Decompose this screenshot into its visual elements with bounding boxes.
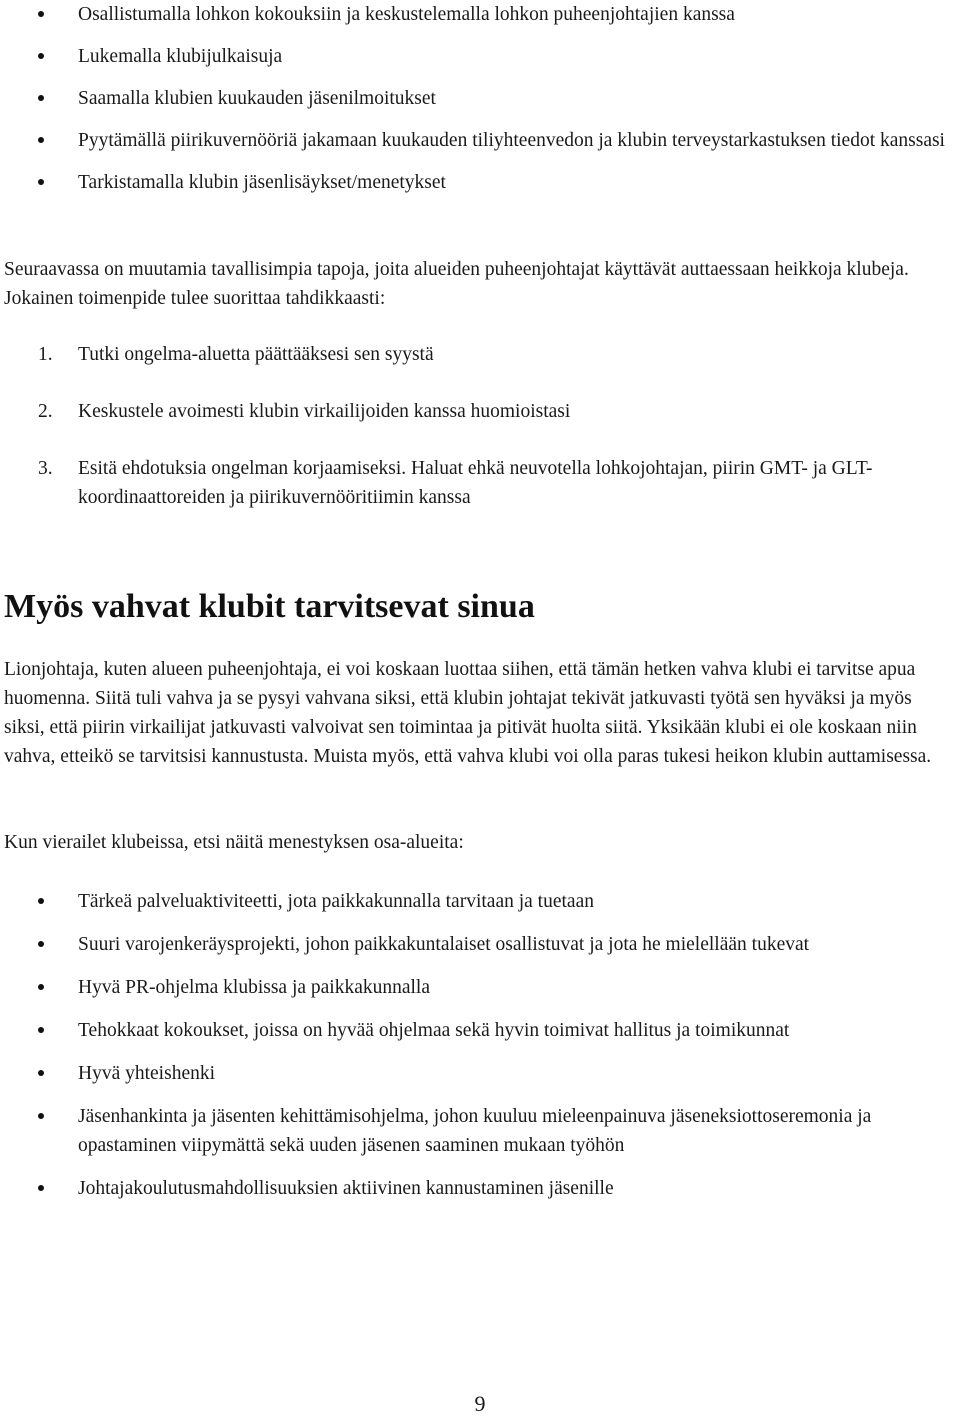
list-item-text: Tutki ongelma-aluetta päättääksesi sen syystä	[78, 344, 434, 365]
list-item	[0, 930, 960, 959]
list-item	[0, 168, 960, 197]
list-item-text: Keskustele avoimesti klubin virkailijoiden kanssa huomioistasi	[78, 401, 571, 422]
bullet-icon	[38, 1185, 44, 1191]
bullet-icon	[38, 95, 44, 101]
bullet-icon	[38, 1027, 44, 1033]
bullet-icon	[38, 941, 44, 947]
bullet-icon	[38, 53, 44, 59]
bullet-icon	[38, 137, 44, 143]
list-item-text: Tärkeä palveluaktiviteetti, jota paikkakunnalla tarvitaan ja tuetaan	[78, 891, 594, 912]
list-item	[0, 1016, 960, 1045]
list-item	[0, 84, 960, 113]
list-item-text: Suuri varojenkeräysprojekti, johon paikkakuntalaiset osallistuvat ja jota he mielellään tukevat	[78, 934, 810, 955]
bullet-icon	[38, 984, 44, 990]
top-bullet-list	[0, 0, 960, 197]
list-item	[0, 340, 960, 369]
bullet-icon	[38, 1113, 44, 1119]
list-item-number: 1.	[38, 344, 53, 365]
list-item	[0, 126, 960, 155]
bullet-icon	[38, 179, 44, 185]
bullet-icon	[38, 1070, 44, 1076]
visit-intro-paragraph: Kun vierailet klubeissa, etsi näitä menestyksen osa-alueita:	[4, 832, 464, 853]
list-item-text: Hyvä yhteishenki	[78, 1063, 216, 1084]
list-item	[0, 1102, 960, 1160]
list-item-text: Johtajakoulutusmahdollisuuksien aktiivinen kannustaminen jäsenille	[78, 1178, 614, 1199]
list-item-text: Pyytämällä piirikuvernööriä jakamaan kuukauden tiliyhteenvedon ja klubin terveystarkastuksen tiedot kanssasi	[78, 130, 945, 151]
section-heading: Myös vahvat klubit tarvitsevat sinua	[4, 588, 535, 625]
list-item	[0, 887, 960, 916]
list-item-text: Saamalla klubien kuukauden jäsenilmoitukset	[78, 88, 436, 109]
list-item	[0, 0, 960, 29]
intro-paragraph: Seuraavassa on muutamia tavallisimpia tapoja, joita alueiden puheenjohtajat käyttävät auttaessaan heikkoja klubeja. Jokainen toimenpide tulee suorittaa tahdikkaasti:	[4, 259, 909, 309]
list-item-text: Osallistumalla lohkon kokouksiin ja keskustelemalla lohkon puheenjohtajien kanssa	[78, 4, 735, 25]
list-item-text: Tehokkaat kokoukset, joissa on hyvää ohjelmaa sekä hyvin toimivat hallitus ja toimikunnat	[78, 1020, 790, 1041]
list-item	[0, 1059, 960, 1088]
section-paragraph: Lionjohtaja, kuten alueen puheenjohtaja, ei voi koskaan luottaa siihen, että tämän hetken vahva klubi ei tarvitse apua huomenna. Siitä tuli vahva ja se pysyi vahvana siksi, että klubin johtajat tekivät jatkuvasti työtä sen hyväksi ja myös siksi, että piirin virkailijat jatkuvasti valvoivat sen toimintaa ja pitivät huolta siitä. Yksikään klubi ei ole koskaan niin vahva, etteikö se tarvitsisi kannustusta. Muista myös, että vahva klubi voi olla paras tukesi heikon klubin auttamisessa.	[4, 659, 932, 767]
list-item-text: Lukemalla klubijulkaisuja	[78, 46, 283, 67]
list-item	[0, 397, 960, 426]
list-item-number: 2.	[38, 401, 53, 422]
success-bullet-list	[0, 887, 960, 1203]
list-item	[0, 454, 960, 512]
steps-list	[0, 340, 960, 512]
list-item-text: Tarkistamalla klubin jäsenlisäykset/menetykset	[78, 172, 446, 193]
bullet-icon	[38, 11, 44, 17]
list-item-number: 3.	[38, 458, 53, 479]
bullet-icon	[38, 898, 44, 904]
page-number: 9	[474, 1391, 486, 1416]
list-item-text: Hyvä PR-ohjelma klubissa ja paikkakunnalla	[78, 977, 431, 998]
list-item-text: Esitä ehdotuksia ongelman korjaamiseksi. Haluat ehkä neuvotella lohkojohtajan, piirin GMT- ja GLT-koordinaattoreiden ja piirikuvernööritiimin kanssa	[78, 458, 873, 508]
list-item	[0, 973, 960, 1002]
list-item	[0, 1174, 960, 1203]
list-item-text: Jäsenhankinta ja jäsenten kehittämisohjelma, johon kuuluu mieleenpainuva jäseneksiottoseremonia ja opastaminen viipymättä sekä uuden jäsenen saaminen mukaan työhön	[78, 1106, 872, 1156]
list-item	[0, 42, 960, 71]
